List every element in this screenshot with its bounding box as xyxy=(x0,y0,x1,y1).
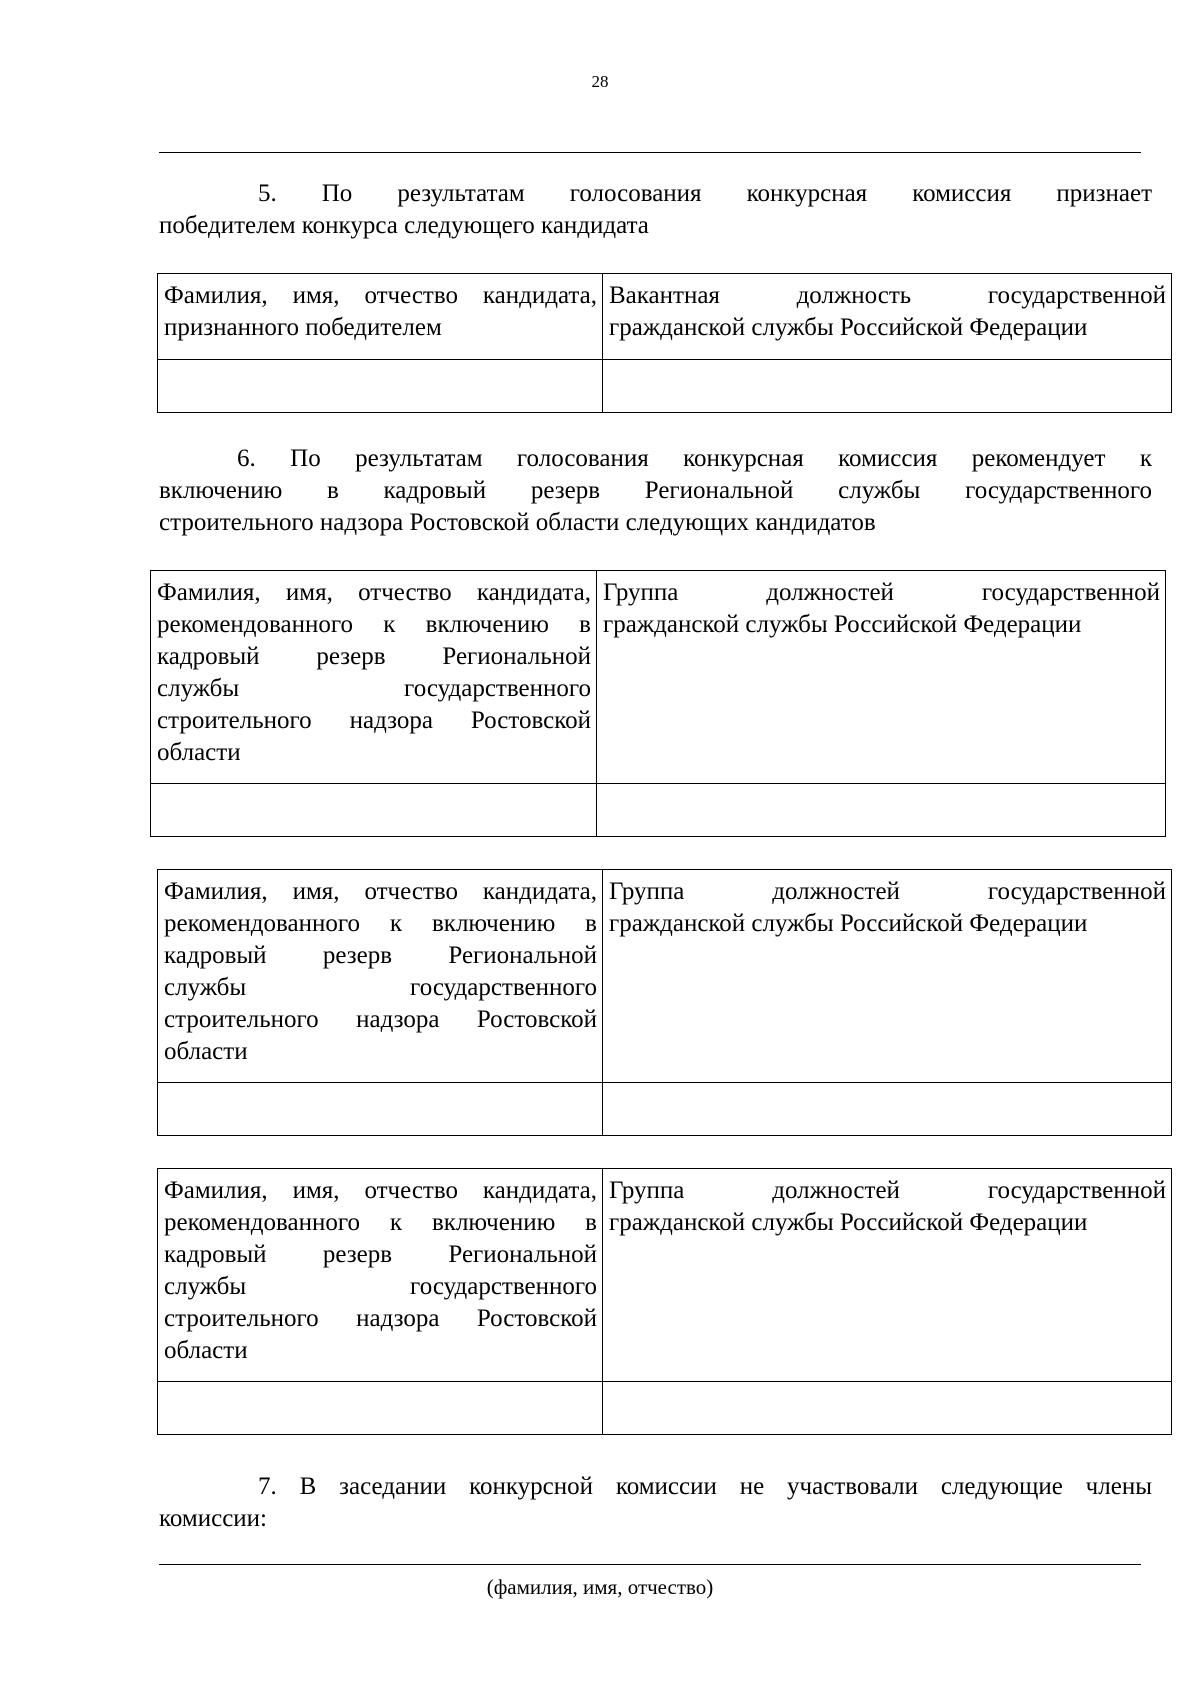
reserve-table-3 xyxy=(157,1168,1172,1435)
winner-name-cell[interactable] xyxy=(158,360,603,413)
header-line: кадровый резерв Региональной xyxy=(164,942,597,969)
header-line: области xyxy=(164,1038,248,1065)
header-line: Фамилия, имя, отчество кандидата, xyxy=(164,878,597,905)
header-line: службы государственного xyxy=(164,1273,597,1300)
signature-line[interactable] xyxy=(159,1564,1141,1565)
candidate-name-header xyxy=(158,1169,603,1382)
winner-table xyxy=(157,273,1172,413)
winner-name-header xyxy=(158,274,603,360)
paragraph-line: победителем конкурса следующего кандидата xyxy=(159,212,649,239)
header-line: Группа должностей государственной xyxy=(603,579,1160,606)
position-group-header xyxy=(603,870,1172,1083)
header-line: Фамилия, имя, отчество кандидата, xyxy=(164,282,597,309)
paragraph-line: 5. По результатам голосования конкурсная комиссия признает xyxy=(258,180,1152,207)
vacancy-cell[interactable] xyxy=(603,360,1172,413)
candidate-name-cell[interactable] xyxy=(158,1382,603,1435)
position-group-header xyxy=(603,1169,1172,1382)
candidate-name-header xyxy=(158,870,603,1083)
header-line: Группа должностей государственной xyxy=(609,878,1166,905)
signature-caption: (фамилия, имя, отчество) xyxy=(486,1575,714,1599)
candidate-name-header xyxy=(151,571,597,784)
header-line: рекомендованного к включению в xyxy=(157,611,591,638)
position-group-header xyxy=(597,571,1166,784)
position-group-cell[interactable] xyxy=(597,784,1166,837)
header-line: признанного победителем xyxy=(164,314,442,341)
reserve-table-1 xyxy=(150,570,1166,837)
header-line: Группа должностей государственной xyxy=(609,1177,1166,1204)
vacancy-header xyxy=(603,274,1172,360)
header-line: Вакантная должность государственной xyxy=(609,282,1166,309)
paragraph-line: комиссии: xyxy=(159,1505,267,1532)
section-7-paragraph xyxy=(159,1471,1152,1535)
header-line: Фамилия, имя, отчество кандидата, xyxy=(164,1177,597,1204)
header-line: рекомендованного к включению в xyxy=(164,910,597,937)
header-line: Фамилия, имя, отчество кандидата, xyxy=(157,579,591,606)
paragraph-line: 7. В заседании конкурсной комиссии не участвовали следующие члены xyxy=(258,1473,1152,1500)
section-6-paragraph xyxy=(159,443,1152,539)
header-line: гражданской службы Российской Федерации xyxy=(603,611,1082,638)
candidate-name-cell[interactable] xyxy=(151,784,597,837)
position-group-cell[interactable] xyxy=(603,1382,1172,1435)
header-line: гражданской службы Российской Федерации xyxy=(609,910,1088,937)
header-line: строительного надзора Ростовской xyxy=(164,1305,597,1332)
paragraph-line: включению в кадровый резерв Региональной службы государственного xyxy=(159,477,1152,504)
page-number: 28 xyxy=(591,72,609,91)
header-line: строительного надзора Ростовской xyxy=(157,707,591,734)
section-5-paragraph xyxy=(159,178,1152,242)
header-line: строительного надзора Ростовской xyxy=(164,1006,597,1033)
paragraph-line: 6. По результатам голосования конкурсная комиссия рекомендует к xyxy=(237,445,1152,472)
header-line: гражданской службы Российской Федерации xyxy=(609,1209,1088,1236)
header-line: кадровый резерв Региональной xyxy=(157,643,591,670)
paragraph-line: строительного надзора Ростовской области следующих кандидатов xyxy=(159,509,876,536)
header-line: области xyxy=(164,1337,248,1364)
header-line: кадровый резерв Региональной xyxy=(164,1241,597,1268)
top-rule xyxy=(159,152,1141,153)
header-line: службы государственного xyxy=(164,974,597,1001)
header-line: рекомендованного к включению в xyxy=(164,1209,597,1236)
header-line: службы государственного xyxy=(157,675,591,702)
header-line: области xyxy=(157,739,241,766)
reserve-table-2 xyxy=(157,869,1172,1136)
header-line: гражданской службы Российской Федерации xyxy=(609,314,1088,341)
candidate-name-cell[interactable] xyxy=(158,1083,603,1136)
position-group-cell[interactable] xyxy=(603,1083,1172,1136)
